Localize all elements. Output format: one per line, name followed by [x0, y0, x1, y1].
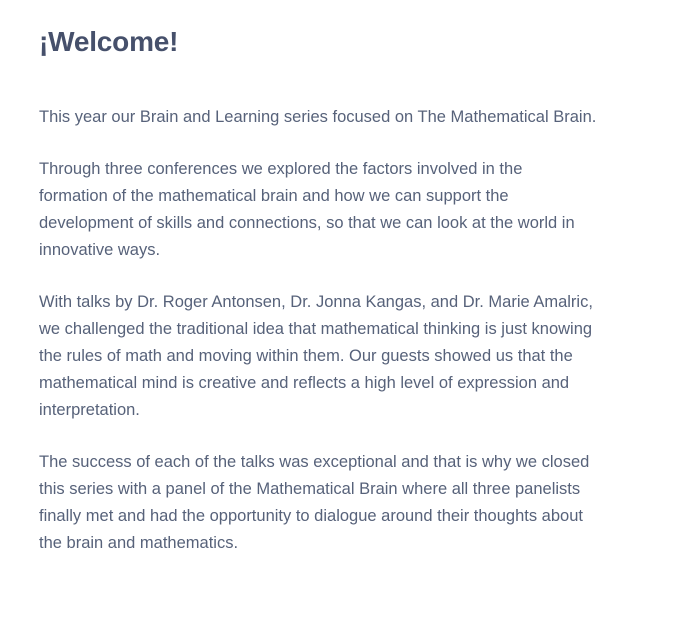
page-title: ¡Welcome! [39, 26, 179, 57]
paragraph-intro: This year our Brain and Learning series focused on The Mathematical Brain. [39, 108, 597, 127]
paragraph-closing-panel: The success of each of the talks was exceptional and that is why we closed this series with a panel of the Mathematical Brain where all three panelists finally met and had the opportunity to dialogue around their thoughts about the brain and mathematics. [39, 453, 590, 553]
document-body [39, 104, 633, 557]
paragraph-conferences: Through three conferences we explored the factors involved in the formation of the mathematical brain and how we can support the development of skills and connections, so that we can look at the world in innovative ways. [39, 160, 575, 260]
paragraph-speakers: With talks by Dr. Roger Antonsen, Dr. Jonna Kangas, and Dr. Marie Amalric, we challenged the traditional idea that mathematical thinking is just knowing the rules of math and moving within them. Our guests showed us that the mathematical mind is creative and reflects a high level of expression and interpretation. [39, 293, 593, 420]
